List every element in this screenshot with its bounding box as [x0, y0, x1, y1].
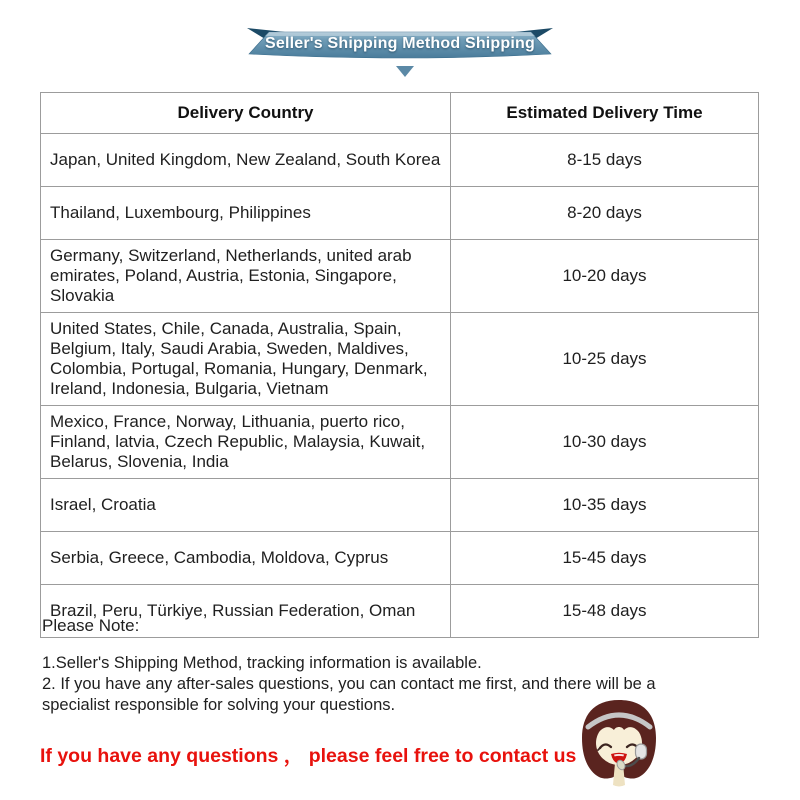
header-estimated-delivery-time: Estimated Delivery Time	[451, 93, 759, 134]
countries-cell: Serbia, Greece, Cambodia, Moldova, Cyprus	[41, 532, 451, 585]
note-item-2: 2. If you have any after-sales questions, you can contact me first, and there will be a specialist responsible for solving your questions.	[42, 675, 656, 714]
delivery-time-cell: 8-15 days	[451, 134, 759, 187]
shipping-table-body	[41, 134, 759, 638]
note-item-1: 1.Seller's Shipping Method, tracking information is available.	[42, 654, 482, 672]
table-row	[41, 479, 759, 532]
table-row	[41, 240, 759, 313]
delivery-time-cell: 8-20 days	[451, 187, 759, 240]
countries-cell: Israel, Croatia	[41, 479, 451, 532]
table-header-row	[41, 93, 759, 134]
table-row	[41, 313, 759, 406]
delivery-time-cell: 15-45 days	[451, 532, 759, 585]
countries-cell: Brazil, Peru, Türkiye, Russian Federation, Oman	[41, 585, 451, 638]
countries-cell: Mexico, France, Norway, Lithuania, puerto rico, Finland, latvia, Czech Republic, Malaysia, Kuwait, Belarus, Slovenia, India	[41, 406, 451, 479]
countries-cell: Thailand, Luxembourg, Philippines	[41, 187, 451, 240]
countries-cell: Germany, Switzerland, Netherlands, united arab emirates, Poland, Austria, Estonia, Singapore, Slovakia	[41, 240, 451, 313]
headset-earpiece	[636, 744, 647, 759]
delivery-time-cell: 10-25 days	[451, 313, 759, 406]
banner-ribbon	[245, 22, 555, 66]
delivery-time-cell: 10-35 days	[451, 479, 759, 532]
delivery-time-cell: 15-48 days	[451, 585, 759, 638]
please-note-heading: Please Note:	[42, 616, 140, 635]
shipping-table	[40, 92, 759, 638]
down-triangle-icon	[396, 66, 414, 77]
header-delivery-country: Delivery Country	[41, 93, 451, 134]
contact-message: If you have any questions ， please feel free to contact us	[40, 745, 577, 767]
table-row	[41, 532, 759, 585]
table-row	[41, 406, 759, 479]
delivery-time-cell: 10-30 days	[451, 406, 759, 479]
countries-cell: Japan, United Kingdom, New Zealand, South Korea	[41, 134, 451, 187]
customer-service-girl-icon	[574, 697, 664, 789]
table-row	[41, 134, 759, 187]
delivery-time-cell: 10-20 days	[451, 240, 759, 313]
banner-title: Seller's Shipping Method Shipping	[265, 35, 535, 52]
countries-cell: United States, Chile, Canada, Australia, Spain, Belgium, Italy, Saudi Arabia, Sweden, Maldives, Colombia, Portugal, Romania, Hungary, Denmark, Ireland, Indonesia, Bulgaria, Vietnam	[41, 313, 451, 406]
table-row	[41, 187, 759, 240]
